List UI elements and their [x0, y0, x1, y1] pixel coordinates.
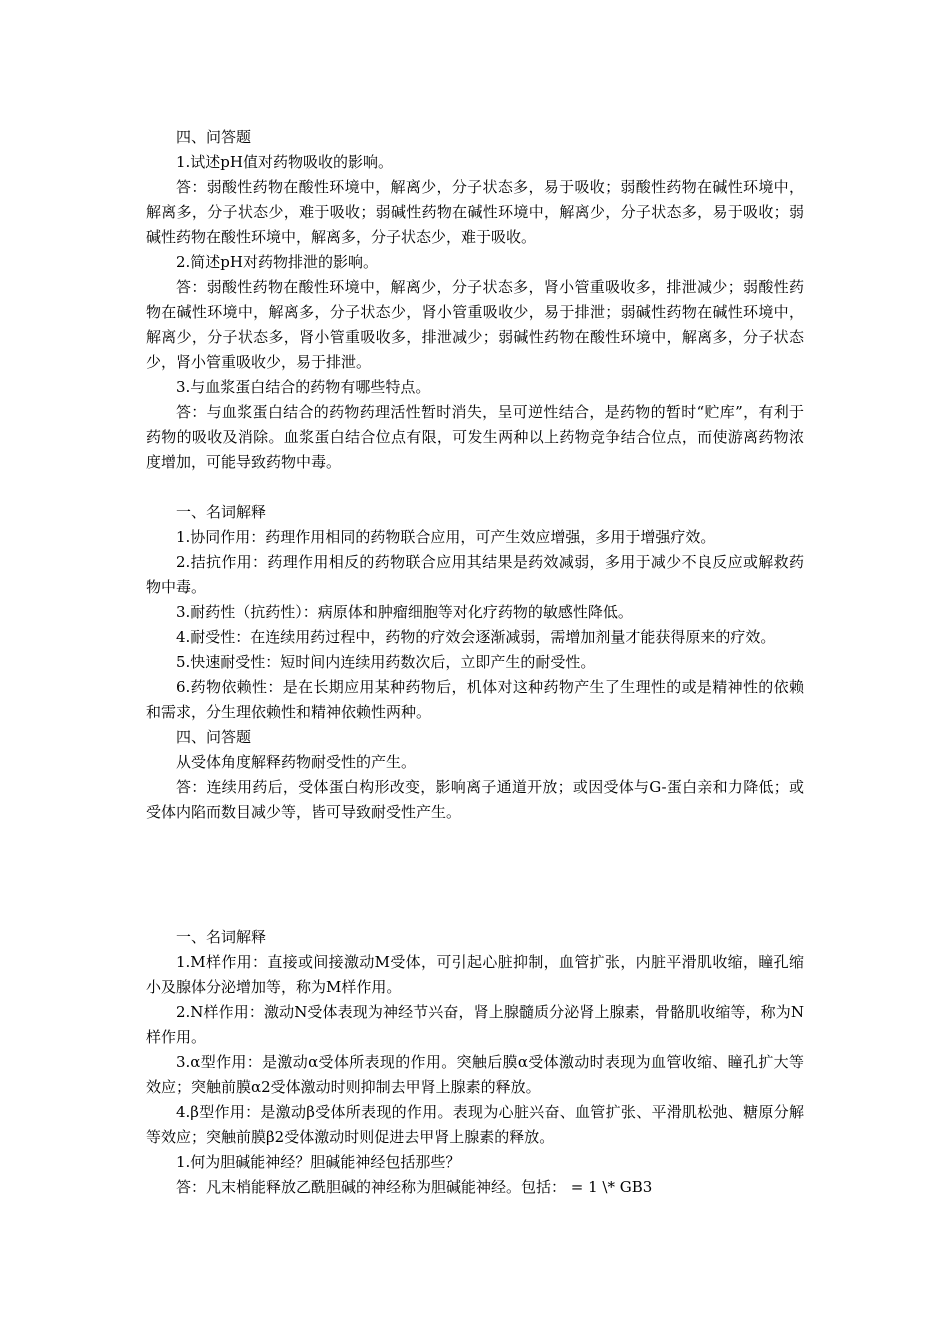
- term-definition: 6.药物依赖性：是在长期应用某种药物后，机体对这种药物产生了生理性的或是精神性的依赖和需求，分生理依赖性和精神依赖性两种。: [146, 678, 804, 721]
- answer-text: 答：弱酸性药物在酸性环境中，解离少，分子状态多，易于吸收；弱酸性药物在碱性环境中，解离多，分子状态少，难于吸收；弱碱性药物在碱性环境中，解离少，分子状态多，易于吸收；弱碱性药物在酸性环境中，解离多，分子状态少，难于吸收。: [146, 178, 804, 246]
- section-heading: 一、名词解释: [176, 503, 267, 521]
- question-text: 2.简述pH对药物排泄的影响。: [176, 253, 378, 271]
- term-definition: 2.拮抗作用：药理作用相反的药物联合应用其结果是药效减弱，多用于减少不良反应或解救药物中毒。: [146, 553, 804, 596]
- answer-text: 答：连续用药后，受体蛋白构形改变，影响离子通道开放；或因受体与G-蛋白亲和力降低；或受体内陷而数目减少等，皆可导致耐受性产生。: [146, 778, 804, 821]
- blank-space: [146, 825, 804, 925]
- question-text: 1.何为胆碱能神经？胆碱能神经包括那些？: [176, 1153, 461, 1171]
- blank-line: [146, 475, 804, 500]
- section-heading: 一、名词解释: [176, 928, 267, 946]
- question-text: 3.与血浆蛋白结合的药物有哪些特点。: [176, 378, 431, 396]
- term-definition: 1.M样作用：直接或间接激动M受体，可引起心脏抑制，血管扩张，内脏平滑肌收缩，瞳孔缩小及腺体分泌增加等，称为M样作用。: [146, 953, 804, 996]
- question-text: 从受体角度解释药物耐受性的产生。: [176, 753, 417, 771]
- term-definition: 3.α型作用：是激动α受体所表现的作用。突触后膜α受体激动时表现为血管收缩、瞳孔扩大等效应；突触前膜α2受体激动时则抑制去甲肾上腺素的释放。: [146, 1053, 804, 1096]
- question-text: 1.试述pH值对药物吸收的影响。: [176, 153, 393, 171]
- section-heading: 四、问答题: [176, 128, 252, 146]
- term-definition: 2.N样作用：激动N受体表现为神经节兴奋，肾上腺髓质分泌肾上腺素，骨骼肌收缩等，称为N样作用。: [146, 1003, 804, 1046]
- term-definition: 5.快速耐受性：短时间内连续用药数次后，立即产生的耐受性。: [176, 653, 596, 671]
- answer-text: 答：弱酸性药物在酸性环境中，解离少，分子状态多，肾小管重吸收多，排泄减少；弱酸性药物在碱性环境中，解离多，分子状态少，肾小管重吸收少，易于排泄；弱碱性药物在碱性环境中，解离少，分子状态多，肾小管重吸收多，排泄减少；弱碱性药物在酸性环境中，解离多，分子状态少，肾小管重吸收少，易于排泄。: [146, 278, 804, 371]
- term-definition: 4.耐受性：在连续用药过程中，药物的疗效会逐渐减弱，需增加剂量才能获得原来的疗效。: [176, 628, 776, 646]
- answer-text: 答：与血浆蛋白结合的药物药理活性暂时消失，呈可逆性结合，是药物的暂时“贮库”，有利于药物的吸收及消除。血浆蛋白结合位点有限，可发生两种以上药物竞争结合位点，而使游离药物浓度增加，可能导致药物中毒。: [146, 403, 804, 471]
- term-definition: 4.β型作用：是激动β受体所表现的作用。表现为心脏兴奋、血管扩张、平滑肌松弛、糖原分解等效应；突触前膜β2受体激动时则促进去甲肾上腺素的释放。: [146, 1103, 804, 1146]
- section-heading: 四、问答题: [176, 728, 252, 746]
- term-definition: 3.耐药性（抗药性）：病原体和肿瘤细胞等对化疗药物的敏感性降低。: [176, 603, 633, 621]
- term-definition: 1.协同作用：药理作用相同的药物联合应用，可产生效应增强，多用于增强疗效。: [176, 528, 716, 546]
- answer-text: 答：凡末梢能释放乙酰胆碱的神经称为胆碱能神经。包括： = 1 \* GB3: [176, 1178, 653, 1196]
- document-body: [146, 125, 804, 1200]
